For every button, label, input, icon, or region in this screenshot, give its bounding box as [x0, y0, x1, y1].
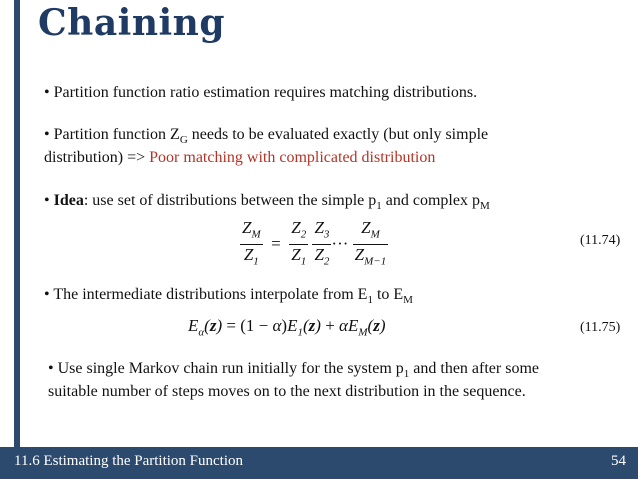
- bullet-2-text-c: distribution) =>: [44, 149, 150, 166]
- bullet-4-sub-1: 1: [367, 294, 373, 307]
- title-bar: [0, 0, 638, 52]
- bullet-4-text-a: • The intermediate distributions interpolate from E: [44, 286, 368, 303]
- title-accent-bar: [14, 0, 20, 52]
- footer-section: 11.6 Estimating the Partition Function: [14, 453, 244, 469]
- equation-11-74: $\frac{Z_M}{Z_1}$ = $\frac{Z_2}{Z_1}$ $\frac{Z_3}{Z_2}$ ··· $\frac{Z_M}{Z_{M-1}}$: [242, 218, 387, 268]
- bullet-3-text-b: and complex p: [381, 192, 480, 209]
- bullet-2-line-2: [44, 147, 435, 169]
- equation-number-1: (11.74): [580, 233, 621, 248]
- bullet-2-subscript: G: [179, 134, 188, 147]
- bullet-3-bold: Idea: [53, 192, 84, 209]
- bullet-3-sub-2: M: [479, 200, 490, 213]
- bullet-5-text-a: • Use single Markov chain run initially for the system p: [48, 360, 404, 377]
- equation-11-75: $E_\alpha(z) = (1 - \alpha)E_1(z) + \alpha E_M(z)$: [188, 316, 386, 339]
- equation-number-2: (11.75): [580, 320, 621, 335]
- bullet-5-text-b: and then after some: [409, 360, 539, 377]
- bullet-4: [44, 284, 413, 311]
- bullet-2-highlight: Poor matching with complicated distribution: [149, 149, 436, 166]
- bullet-5-sub: 1: [403, 368, 410, 381]
- bullet-3-text-a: : use set of distributions between the simple p: [83, 192, 377, 209]
- slide-title: Chaining: [38, 2, 226, 44]
- bullet-5-line-2: suitable number of steps moves on to the next distribution in the sequence.: [48, 383, 526, 400]
- bullet-4-text-b: to E: [372, 286, 404, 303]
- bullet-1: • Partition function ratio estimation requires matching distributions.: [44, 84, 478, 101]
- bullet-4-sub-2: M: [403, 294, 413, 307]
- bullet-2-text-b: needs to be evaluated exactly (but only simple: [187, 126, 489, 143]
- left-accent-rule: [14, 52, 20, 447]
- bullet-2-text-a: • Partition function Z: [44, 126, 180, 143]
- page-number: 54: [611, 453, 626, 469]
- bullet-3-sub-1: 1: [376, 200, 382, 213]
- bullet-3: • Idea: use set of distributions between the simple $p_1$ and complex $p_M$: [44, 192, 490, 213]
- footer-bar: [0, 447, 638, 479]
